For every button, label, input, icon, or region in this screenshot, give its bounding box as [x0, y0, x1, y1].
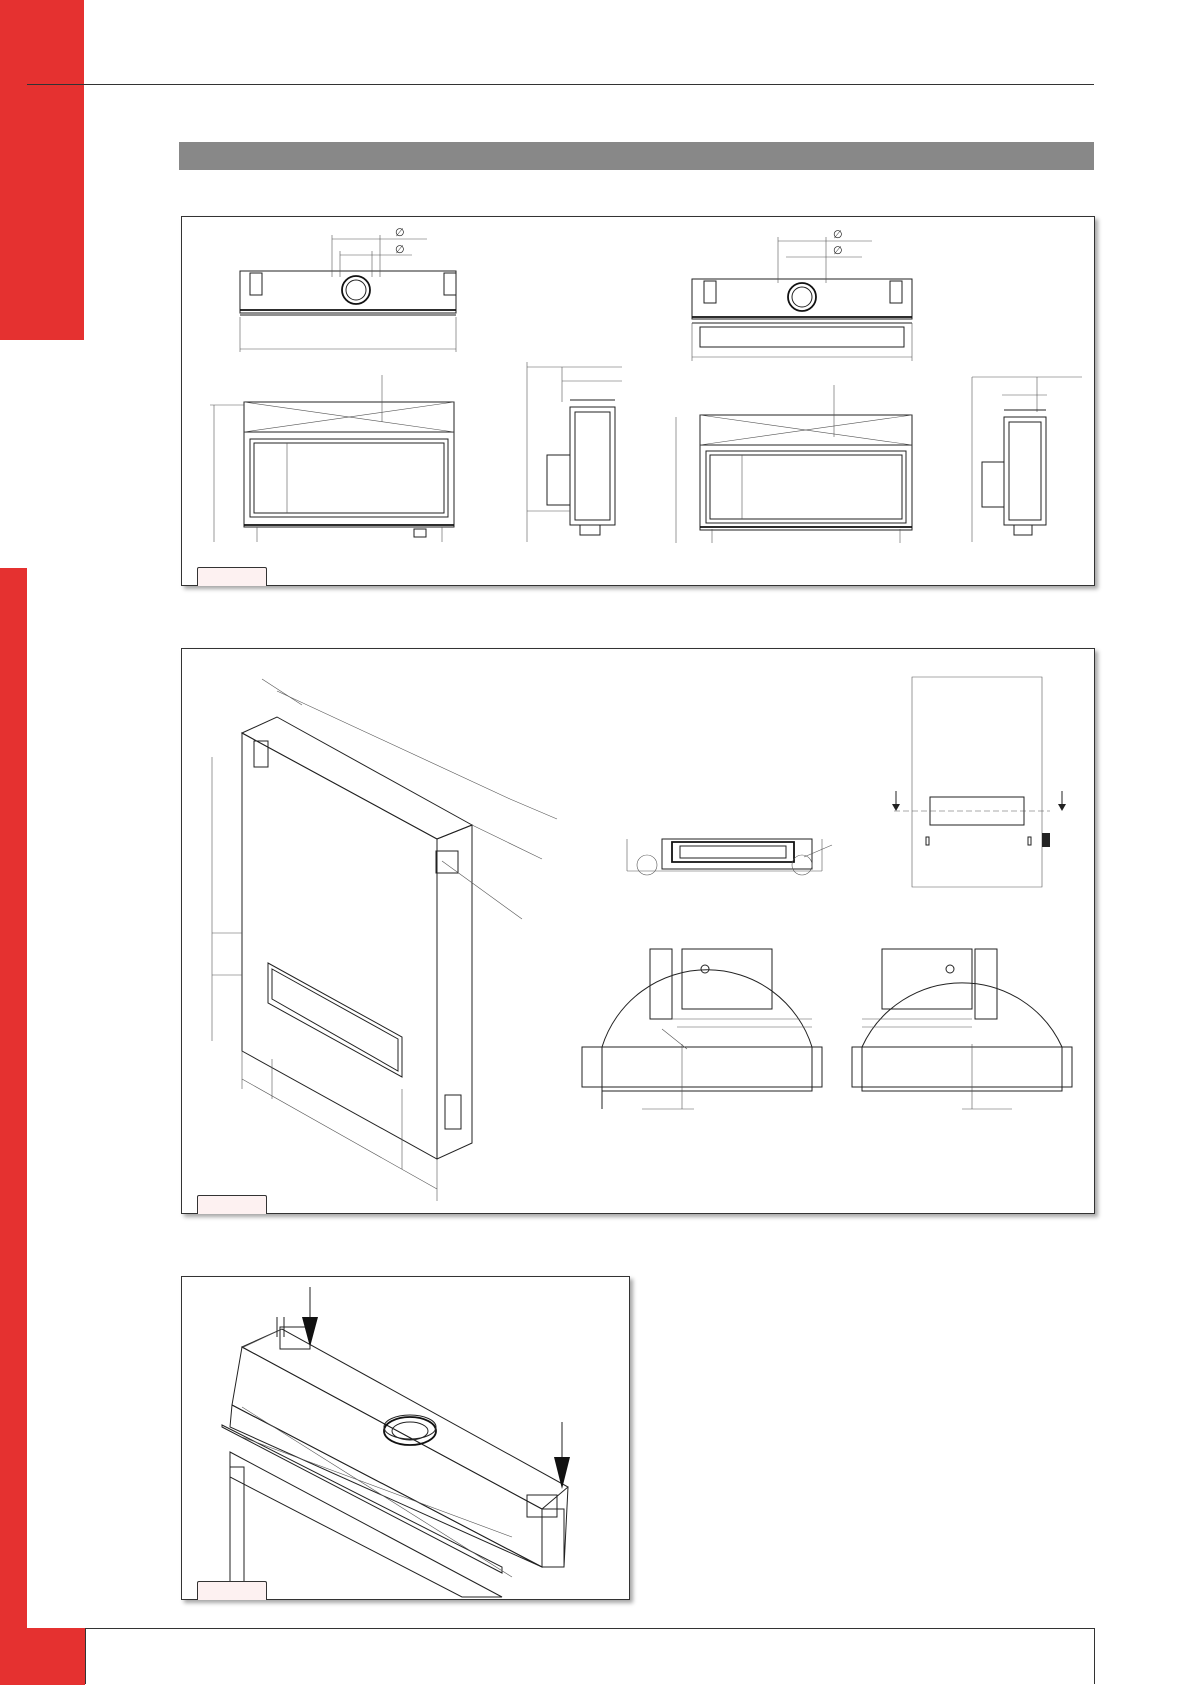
diameter-symbol-4: ∅	[833, 244, 843, 257]
top-left-accent-bar	[0, 0, 84, 340]
arrow-down-icon	[892, 804, 900, 811]
figure-installation-diagram	[181, 648, 1095, 1214]
top-view-left	[240, 235, 456, 352]
figure-tag-1	[197, 567, 267, 586]
figure-dimension-drawings	[181, 216, 1095, 586]
figure-tag-3	[197, 1581, 267, 1600]
installation-diagram-svg	[182, 649, 1094, 1213]
side-view-left	[527, 362, 622, 542]
plan-view-small	[627, 839, 832, 875]
wall-section-view	[892, 677, 1066, 887]
arrow-down-icon	[554, 1422, 570, 1489]
diameter-symbol-3: ∅	[833, 228, 843, 241]
arrow-down-icon	[1058, 804, 1066, 811]
front-view-right	[676, 385, 912, 543]
front-view-left	[210, 375, 454, 542]
footer-frame	[85, 1628, 1095, 1684]
dimension-drawings-svg	[182, 217, 1094, 585]
detail-circle-left	[582, 949, 822, 1109]
top-view-right	[692, 237, 912, 361]
top-view-illustration-svg	[182, 1277, 629, 1599]
header-rule	[27, 84, 1094, 85]
diameter-symbol-2: ∅	[395, 243, 405, 256]
firebox-top-view	[222, 1317, 568, 1597]
detail-circle-right	[852, 949, 1072, 1109]
footer-accent-block	[27, 1628, 85, 1685]
diameter-symbol-1: ∅	[395, 226, 405, 239]
arrow-down-icon	[302, 1287, 318, 1347]
section-title-bar	[179, 142, 1094, 170]
figure-tag-2	[197, 1195, 267, 1214]
side-view-right	[972, 377, 1082, 542]
left-accent-bar	[0, 568, 27, 1685]
isometric-enclosure	[212, 679, 557, 1201]
figure-top-view-illustration	[181, 1276, 630, 1600]
